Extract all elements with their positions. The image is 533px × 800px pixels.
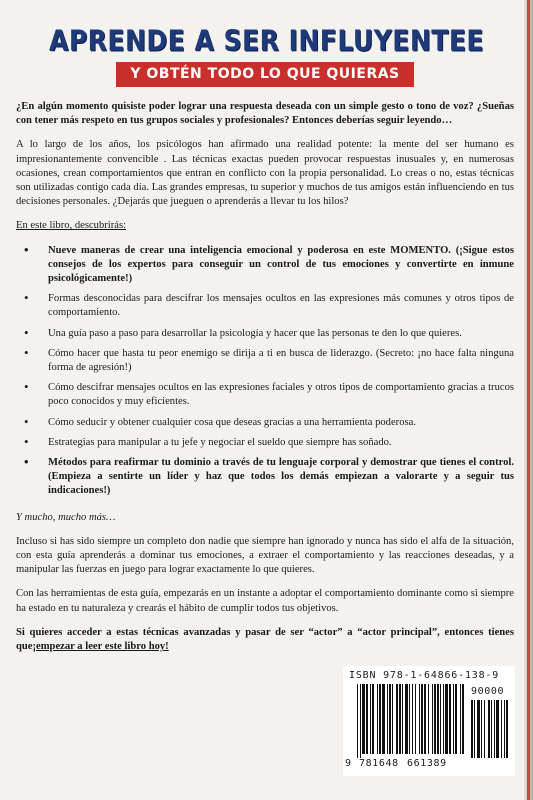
feature-list xyxy=(16,244,514,499)
paragraph-1: A lo largo de los años, los psicólogos han afirmado una realidad potente: la mente del ser humano es impresionantemente convencible . Las técnicas exactas pueden provocar respuestas inusuales y, en numerosas ocasiones, crean comportamientos que entran en conflicto con la propia personalidad. Lo creas o no, estas técnicas son utilizadas contigo cada día. Las grandes empresas, tu superior y muchos de tus amigos están influenciendo en tus decisiones personales. ¿Dejarás que jueguen o aprenderás a llevar tu los hilos? xyxy=(16,139,514,208)
cta-link: ¡empezar a leer este libro hoy! xyxy=(32,641,169,653)
cta-text: Si quieres acceder a estas técnicas avanzadas y pasar de ser “actor” a “actor principal”, entonces tienes que xyxy=(16,626,514,653)
intro-paragraph: ¿En algún momento quisiste poder lograr una respuesta deseada con un simple gesto o tono de voz? ¿Sueñas con tener más respeto en tus grupos sociales y profesionales? Entonces deberías seguir leyendo… xyxy=(16,101,514,127)
spine-edge xyxy=(524,0,533,800)
cover-header xyxy=(0,0,533,96)
list-item: • Formas desconocidas para descifrar los mensajes ocultos en las expresiones más comunes y otros tipos de comportamiento. xyxy=(16,292,514,320)
isbn-text: ISBN 978-1-64866-138-9 xyxy=(349,670,500,681)
list-item: • Métodos para reafirmar tu dominio a través de tu lenguaje corporal y demostrar que tienes el control. (Empieza a sentirte un líder y haz que todos los demás empiezan a valorarte y a seguir tus indicaciones!) xyxy=(16,456,514,499)
paragraph-3: Con las herramientas de esta guía, empezarás en un instante a adoptar el comportamiento dominante como si siempre ha estado en tu naturaleza y crearás el hábito de cumplir todos tus objetivos. xyxy=(16,588,514,614)
list-intro: En este libro, descubrirás: xyxy=(16,220,127,232)
list-item: • Nueve maneras de crear una inteligencia emocional y poderosa en este MOMENTO. (¡Sigue estos consejos de los expertos para conseguir un control de tus emociones y convertirte en inmune psicológicamente!) xyxy=(16,244,514,287)
paragraph-2: Incluso si has sido siempre un completo don nadie que siempre han ignorado y nunca has sido el alfa de la situación, con esta guía aprenderás a dominar tus emociones, a extraer el comportamiento y las reacciones deseadas, y a manipular las fuerzas en juego para lograr exactamente lo que quieres. xyxy=(16,535,514,576)
spine-stripe xyxy=(527,0,530,800)
barcode-price-code: 90000 xyxy=(471,686,505,697)
list-item: • Cómo seducir y obtener cualquier cosa que deseas gracias a una herramienta poderosa. xyxy=(16,416,514,430)
barcode-group-2: 661389 xyxy=(407,758,447,769)
cover-title: APRENDE A SER INFLUYENTEE xyxy=(49,23,484,58)
list-item: • Una guía paso a paso para desarrollar la psicología y hacer que las personas te den lo que quieres. xyxy=(16,327,514,341)
barcode-group-1: 781648 xyxy=(359,758,399,769)
list-item: • Estrategias para manipular a tu jefe y negociar el sueldo que siempre has soñado. xyxy=(16,436,514,450)
list-item: • Cómo hacer que hasta tu peor enemigo se dirija a ti en busca de liderazgo. (Secreto: ¡no hace falta ninguna forma de agresión!) xyxy=(16,347,514,375)
barcode xyxy=(343,666,515,776)
more-text: Y mucho, mucho más… xyxy=(16,511,116,523)
list-item: • Cómo descifrar mensajes ocultos en las expresiones faciales y otros tipos de comportamiento gracias a trucos poco conocidos y muy eficientes. xyxy=(16,381,514,409)
cover-subtitle: Y OBTÉN TODO LO QUE QUIERAS xyxy=(116,62,414,87)
barcode-first-digit: 9 xyxy=(345,758,352,769)
call-to-action xyxy=(16,626,514,654)
back-cover-text xyxy=(16,100,514,664)
